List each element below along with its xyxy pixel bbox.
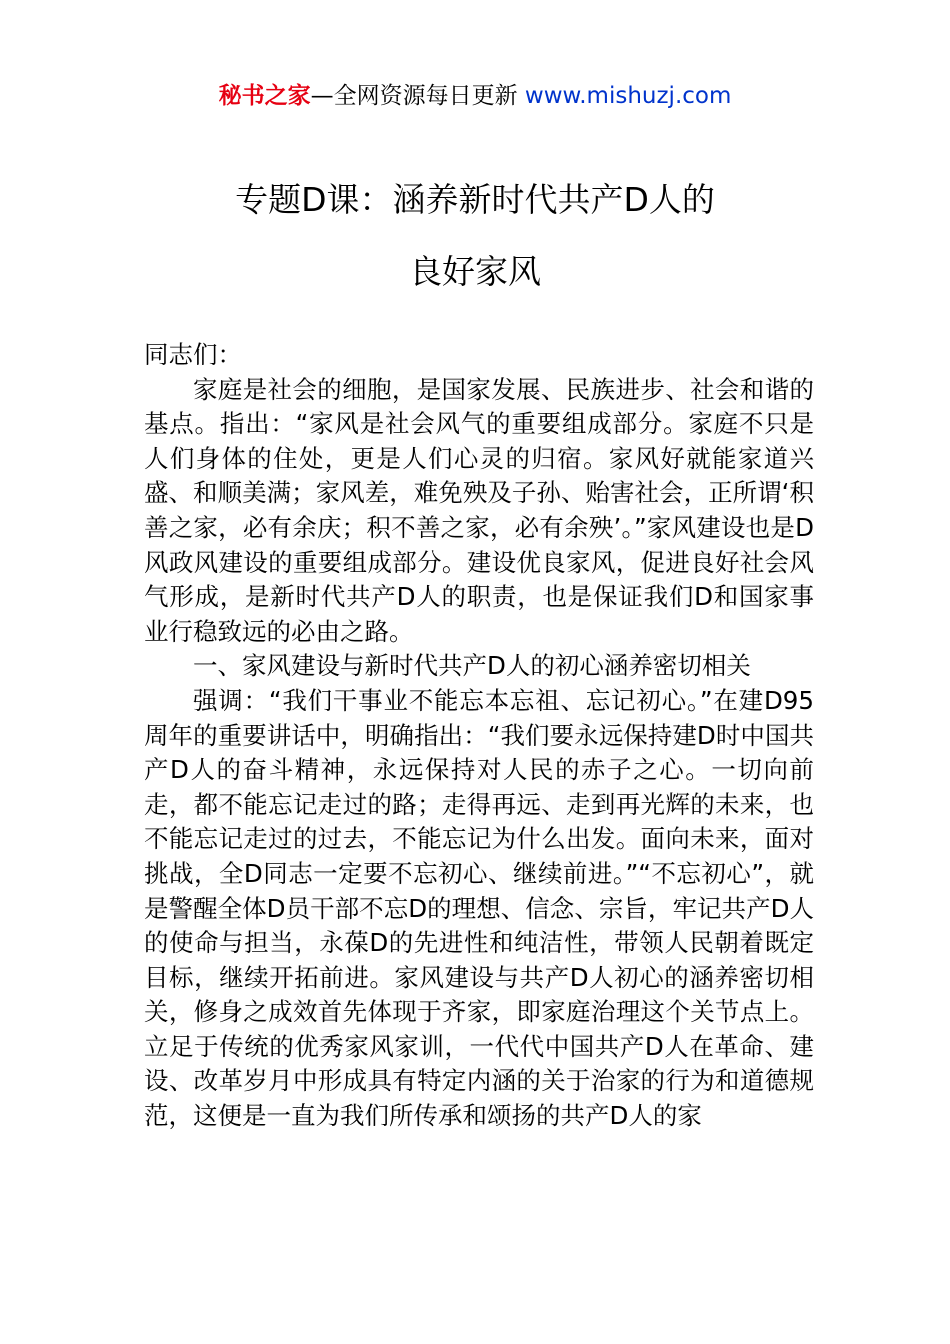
site-brand: 秘书之家	[218, 83, 311, 109]
document-title-line-2: 良好家风	[409, 252, 541, 291]
site-header	[0, 80, 950, 112]
paragraph-2: 强调：“我们干事业不能忘本忘祖、忘记初心。”在建D95周年的重要讲话中，明确指出：“我们要永远保持建D时中国共产D人的奋斗精神，永远保持对人民的赤子之心。一切向前走，都不能忘记走过的路；走得再远、走到再光辉的未来，也不能忘记走过的过去，不能忘记为什么出发。面向未来，面对挑战，全D同志一定要不忘初心、继续前进。”“不忘初心”，就是警醒全体D员干部不忘D的理想、信念、宗旨，牢记共产D人的使命与担当，永葆D的先进性和纯洁性，带领人民朝着既定目标，继续开拓前进。家风建设与共产D人初心的涵养密切相关，修身之成效首先体现于齐家，即家庭治理这个关节点上。立足于传统的优秀家风家训，一代代中国共产D人在革命、建设、改革岁月中形成具有特定内涵的关于治家的行为和道德规范，这便是一直为我们所传承和颂扬的共产D人的家	[144, 685, 815, 1131]
document-title-line-1: 专题D课：涵养新时代共产D人的	[235, 180, 715, 219]
document-body	[144, 338, 814, 1134]
section-heading-1: 一、家风建设与新时代共产D人的初心涵养密切相关	[193, 651, 751, 681]
salutation: 同志们：	[144, 340, 242, 369]
site-tagline: —全网资源每日更新	[310, 83, 518, 109]
site-url-link[interactable]: www.mishuzj.com	[524, 83, 732, 109]
paragraph-1: 家庭是社会的细胞，是国家发展、民族进步、社会和谐的基点。指出：“家风是社会风气的重要组成部分。家庭不只是人们身体的住处，更是人们心灵的归宿。家风好就能家道兴盛、和顺美满；家风差，难免殃及子孙、贻害社会，正所谓‘积善之家，必有余庆；积不善之家，必有余殃’。”家风建设也是D风政风建设的重要组成部分。建设优良家风，促进良好社会风气形成，是新时代共产D人的职责，也是保证我们D和国家事业行稳致远的必由之路。	[144, 374, 814, 646]
